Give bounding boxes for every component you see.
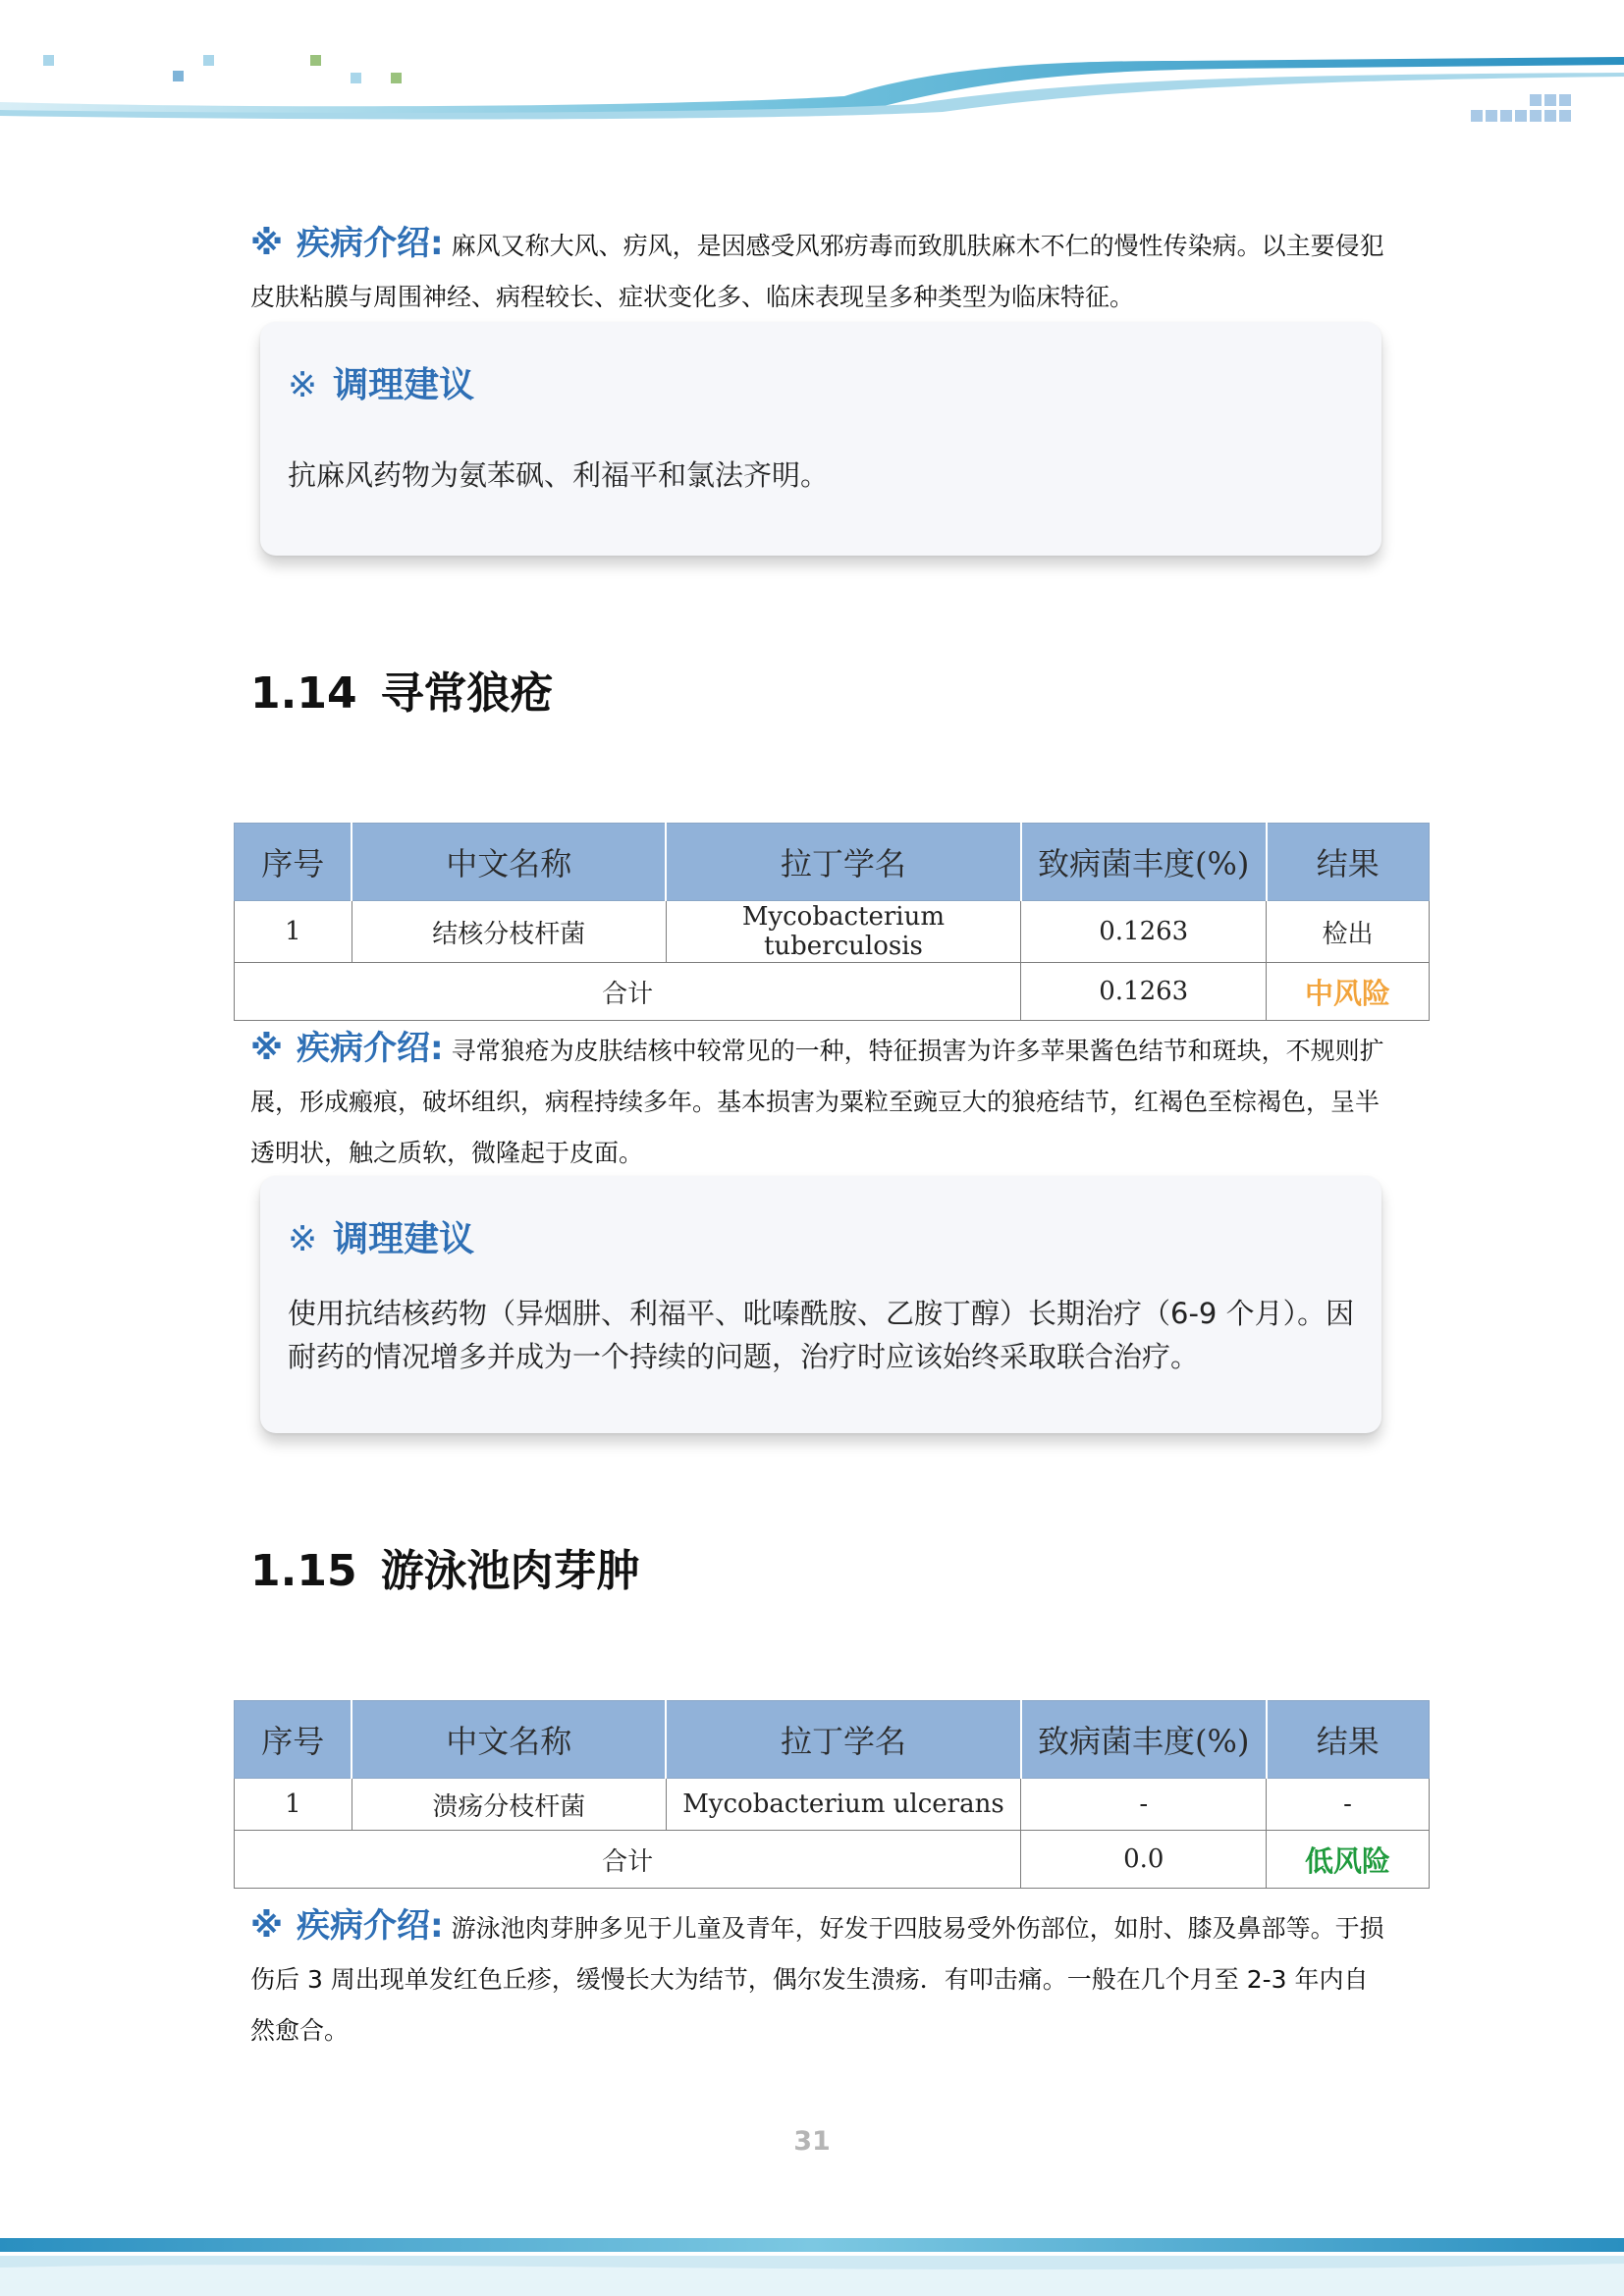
disease-intro-text: 游泳池肉芽肿多见于儿童及青年，好发于四肢易受外伤部位，如肘、膝及鼻部等。于损伤后 3 周出现单发红色丘疹，缓慢长大为结节，偶尔发生溃疡．有叩击痛。一般在几个月至 2-3 年内自然愈合。: [250, 1914, 1384, 2045]
advice-title-text: 调理建议: [333, 365, 475, 405]
result-table-1-15: [234, 1700, 1430, 1889]
advice-title-text: 调理建议: [333, 1219, 475, 1259]
table-total-row: [235, 1831, 1430, 1889]
reference-mark-icon: ※: [250, 1029, 284, 1068]
cell-index: 1: [235, 901, 352, 963]
header-index: 序号: [235, 1701, 352, 1779]
header-wave-decoration: [0, 0, 1624, 137]
header-name-cn: 中文名称: [352, 824, 666, 901]
cell-total-label: 合计: [235, 963, 1021, 1021]
cell-name-cn: 结核分枝杆菌: [352, 901, 666, 963]
result-table-1-14: [234, 823, 1430, 1021]
section-name: 游泳池肉芽肿: [380, 1546, 640, 1596]
table-header-row: [235, 1701, 1430, 1779]
disease-intro-text: 寻常狼疮为皮肤结核中较常见的一种，特征损害为许多苹果酱色结节和斑块，不规则扩展，形成瘢痕，破坏组织，病程持续多年。基本损害为粟粒至豌豆大的狼疮结节，红褐色至棕褐色，呈半透明状，触之质软，微隆起于皮面。: [250, 1037, 1384, 1167]
section-number: 1.14: [250, 668, 357, 719]
reference-mark-icon: ※: [288, 1219, 318, 1259]
header-index: 序号: [235, 824, 352, 901]
cell-name-cn: 溃疡分枝杆菌: [352, 1779, 666, 1831]
reference-mark-icon: ※: [250, 1906, 284, 1946]
cell-index: 1: [235, 1779, 352, 1831]
footer-wave-decoration: [0, 2228, 1624, 2296]
cell-total-label: 合计: [235, 1831, 1021, 1889]
section-title-1-14: [250, 658, 554, 721]
table-total-row: [235, 963, 1430, 1021]
cell-result: -: [1267, 1779, 1430, 1831]
table-header-row: [235, 824, 1430, 901]
page-number: 31: [793, 2126, 831, 2157]
header-result: 结果: [1267, 1701, 1430, 1779]
header-abundance: 致病菌丰度(%): [1021, 824, 1267, 901]
header-name-cn: 中文名称: [352, 1701, 666, 1779]
disease-intro-swimming-pool-granuloma: [250, 1900, 1389, 2056]
section-number: 1.15: [250, 1546, 357, 1596]
disease-intro-label: 疾病介绍:: [297, 1029, 444, 1068]
reference-mark-icon: ※: [250, 224, 284, 263]
section-name: 寻常狼疮: [380, 668, 554, 719]
risk-badge-medium: 中风险: [1267, 963, 1430, 1021]
advice-card-lupus-vulgaris: [260, 1176, 1381, 1433]
cell-latin: Mycobacterium tuberculosis: [666, 901, 1021, 963]
cell-abundance: 0.1263: [1021, 901, 1267, 963]
advice-card-body: 抗麻风药物为氨苯砜、利福平和氯法齐明。: [288, 458, 830, 492]
reference-mark-icon: ※: [288, 365, 318, 405]
header-latin: 拉丁学名: [666, 1701, 1021, 1779]
advice-card-body: 使用抗结核药物（异烟肼、利福平、吡嗪酰胺、乙胺丁醇）长期治疗（6-9 个月）。因耐药的情况增多并成为一个持续的问题，治疗时应该始终采取联合治疗。: [288, 1297, 1355, 1373]
disease-intro-label: 疾病介绍:: [297, 224, 444, 263]
table-row: [235, 1779, 1430, 1831]
disease-intro-leprosy: [250, 218, 1389, 323]
table-row: [235, 901, 1430, 963]
cell-total-value: 0.1263: [1021, 963, 1267, 1021]
disease-intro-label: 疾病介绍:: [297, 1906, 444, 1946]
header-result: 结果: [1267, 824, 1430, 901]
advice-card-title: [288, 1211, 474, 1261]
cell-total-value: 0.0: [1021, 1831, 1267, 1889]
advice-card-title: [288, 357, 474, 407]
disease-intro-text: 麻风又称大风、疠风，是因感受风邪疠毒而致肌肤麻木不仁的慢性传染病。以主要侵犯皮肤粘膜与周围神经、病程较长、症状变化多、临床表现呈多种类型为临床特征。: [250, 232, 1384, 311]
disease-intro-lupus-vulgaris: [250, 1023, 1389, 1179]
header-abundance: 致病菌丰度(%): [1021, 1701, 1267, 1779]
risk-badge-low: 低风险: [1267, 1831, 1430, 1889]
advice-card-leprosy: [260, 322, 1381, 556]
cell-latin: Mycobacterium ulcerans: [666, 1779, 1021, 1831]
header-latin: 拉丁学名: [666, 824, 1021, 901]
section-title-1-15: [250, 1535, 640, 1598]
cell-abundance: -: [1021, 1779, 1267, 1831]
cell-result: 检出: [1267, 901, 1430, 963]
